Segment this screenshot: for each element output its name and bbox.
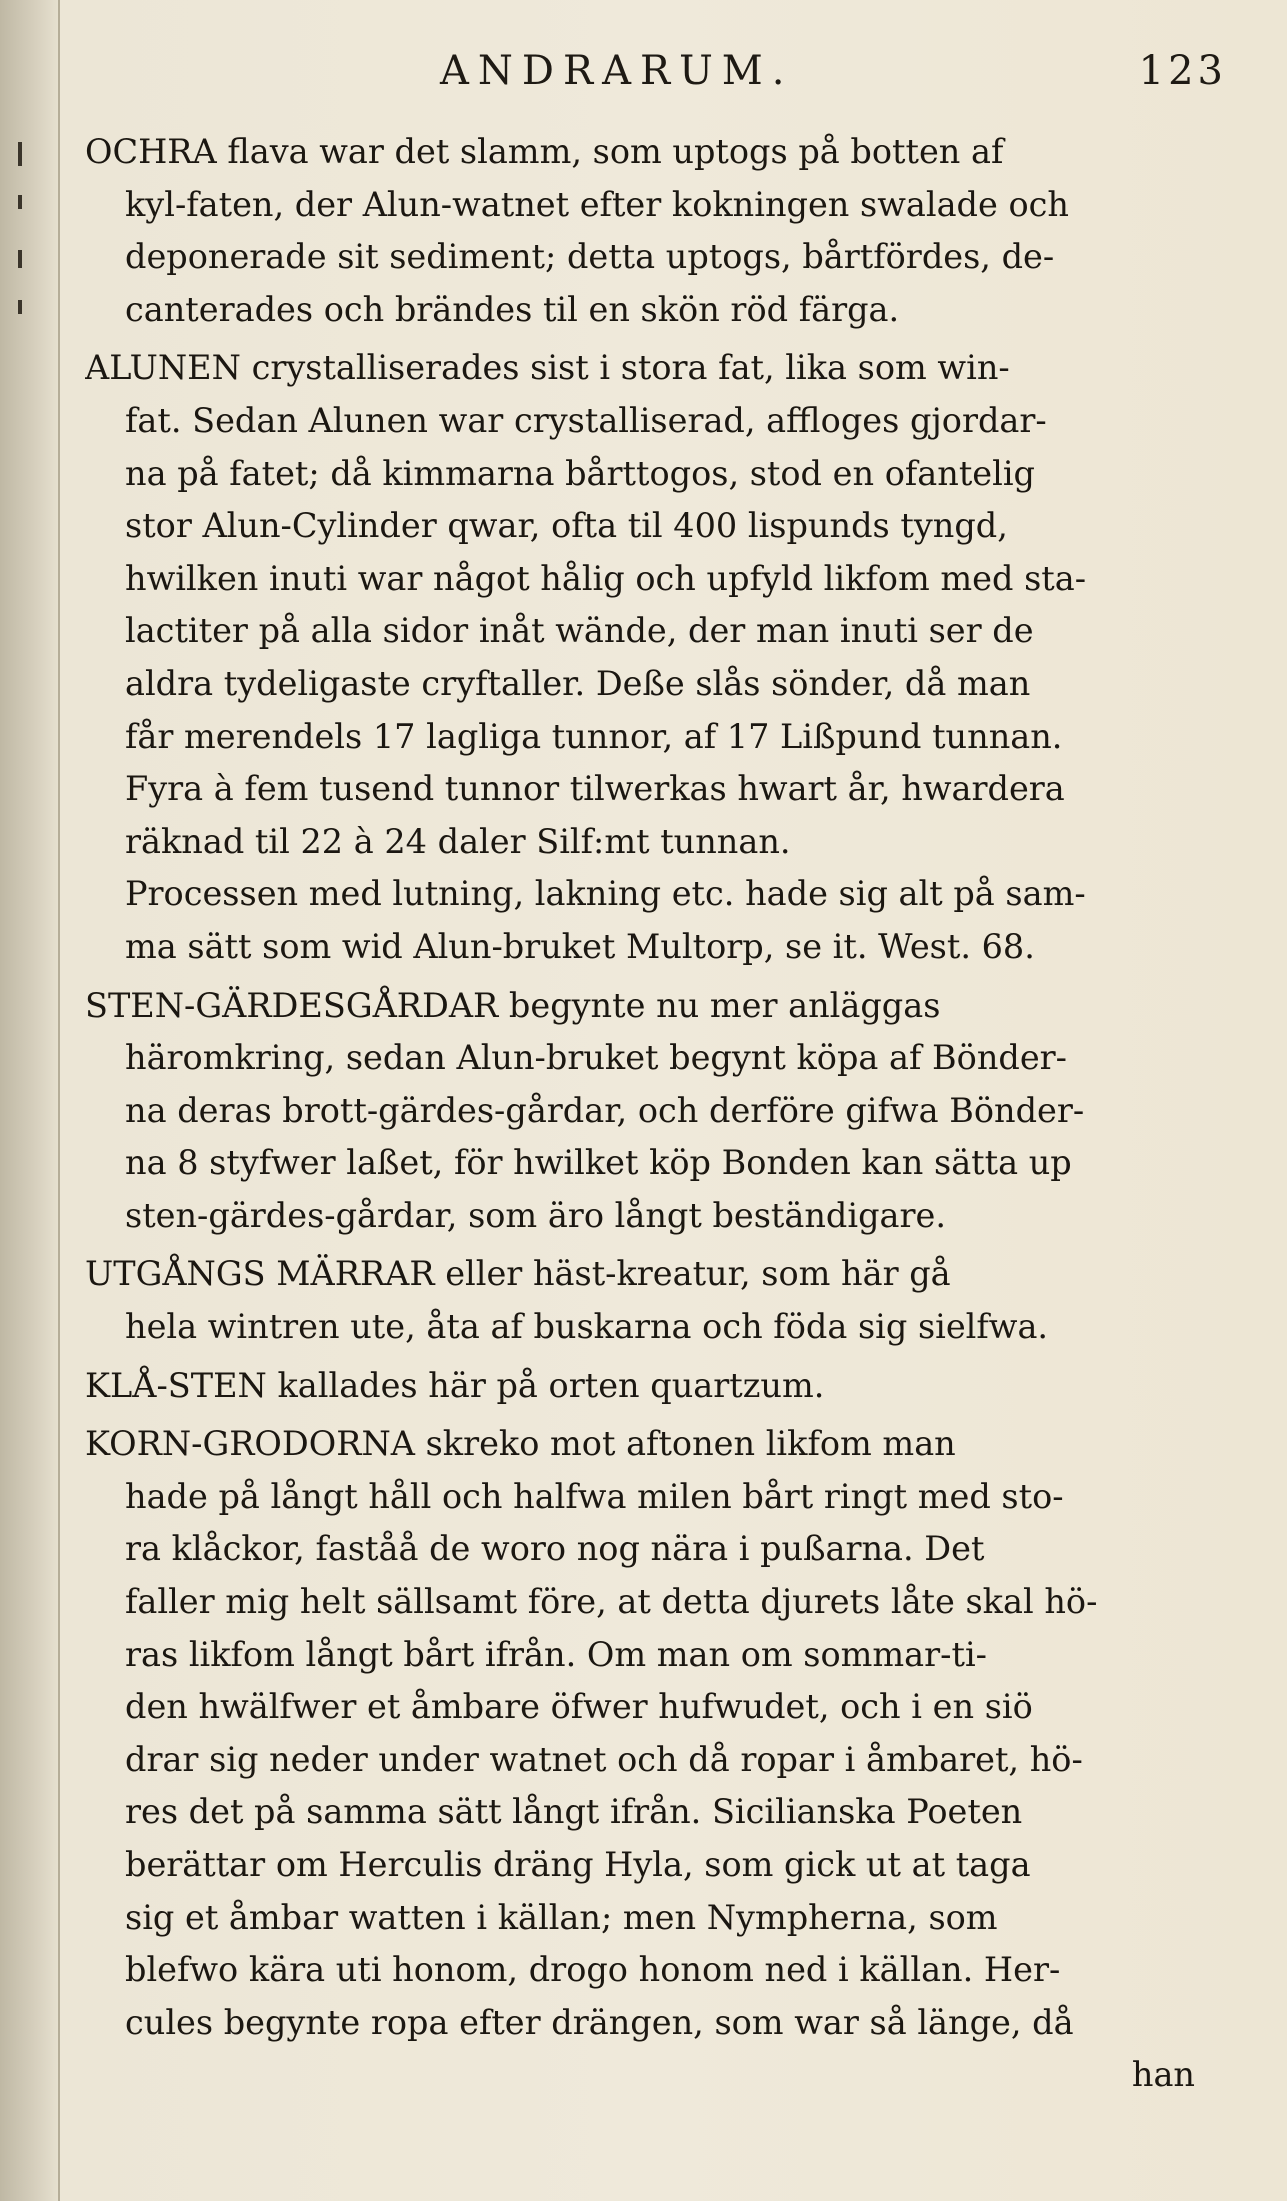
text-line: hwilken inuti war något hålig och upfyld likfom med sta- <box>125 558 1087 598</box>
text-line: sten-gärdes-gårdar, som äro långt beständigare. <box>125 1195 946 1235</box>
text-line: berättar om Herculis dräng Hyla, som gick ut at taga <box>125 1845 1031 1884</box>
text-line: STEN-GÄRDESGÅRDAR begynte nu mer anläggas <box>85 985 941 1025</box>
entry-alunen <box>85 342 1215 973</box>
page-number: 123 <box>1138 48 1227 94</box>
text-line: canterades och brändes til en skön röd färga. <box>125 289 900 329</box>
text-line: drar sig neder under watnet och då ropar i åmbaret, hö- <box>125 1739 1083 1779</box>
text-line: den hwälfwer et åmbare öfwer hufwudet, och i en siö <box>125 1687 1033 1727</box>
text-line: ALUNEN crystalliserades sist i stora fat, lika som win- <box>85 348 1010 388</box>
text-line: räknad til 22 à 24 daler Silf:mt tunnan. <box>125 821 791 861</box>
text-line: deponerade sit sediment; detta uptogs, bårtfördes, de- <box>125 237 1055 277</box>
gutter-mark <box>18 250 22 268</box>
text-line: hela wintren ute, åta af buskarna och föda sig sielfwa. <box>125 1307 1049 1347</box>
text-line: KORN-GRODORNA skreko mot aftonen likfom man <box>85 1424 956 1464</box>
text-line: UTGÅNGS MÄRRAR eller häst-kreatur, som här gå <box>85 1254 951 1294</box>
text-line: stor Alun-Cylinder qwar, ofta til 400 lispunds tyngd, <box>125 506 1008 546</box>
text-line: na 8 styfwer laßet, för hwilket köp Bonden kan sätta up <box>125 1143 1072 1183</box>
entry-sten-gardesgardar <box>85 980 1215 1243</box>
gutter-mark <box>18 300 22 314</box>
gutter-mark <box>18 142 22 166</box>
text-line: aldra tydeligaste cryftaller. Deße slås sönder, då man <box>125 663 1031 703</box>
page-gutter <box>0 0 60 2201</box>
text-line: OCHRA flava war det slamm, som uptogs på botten af <box>85 132 1004 171</box>
text-line: häromkring, sedan Alun-bruket begynt köpa af Bönder- <box>125 1038 1067 1078</box>
text-line: kyl-faten, der Alun-watnet efter kokningen swalade och <box>125 184 1069 224</box>
text-line: sig et åmbar watten i källan; men Nympherna, som <box>125 1897 998 1937</box>
text-line: hade på långt håll och halfwa milen bårt ringt med sto- <box>125 1476 1064 1516</box>
page-body <box>85 120 1215 2102</box>
text-line: res det på samma sätt långt ifrån. Sicilianska Poeten <box>125 1792 1023 1832</box>
running-title: ANDRARUM. <box>440 48 794 94</box>
text-line: Fyra à fem tusend tunnor tilwerkas hwart år, hwardera <box>125 769 1065 809</box>
text-line: ras likfom långt bårt ifrån. Om man om sommar-ti- <box>125 1634 987 1674</box>
text-line: ra klåckor, faståå de woro nog nära i pußarna. Det <box>125 1529 985 1569</box>
text-line: lactiter på alla sidor inåt wände, der man inuti ser de <box>125 611 1034 651</box>
text-line: faller mig helt sällsamt före, at detta djurets låte skal hö- <box>125 1582 1098 1622</box>
text-line: na deras brott-gärdes-gårdar, och derföre gifwa Bönder- <box>125 1090 1085 1130</box>
entry-ochra <box>85 126 1215 336</box>
text-line: na på fatet; då kimmarna bårttogos, stod en ofantelig <box>125 453 1035 493</box>
text-line: cules begynte ropa efter drängen, som war så länge, då <box>125 2002 1074 2042</box>
catchword: han <box>1131 2055 1195 2095</box>
entry-utgangs-marrar <box>85 1248 1215 1353</box>
text-line: fat. Sedan Alunen war crystalliserad, affloges gjordar- <box>125 400 1047 440</box>
entry-kla-sten <box>85 1360 1215 1413</box>
text-line: blefwo kära uti honom, drogo honom ned i källan. Her- <box>125 1950 1061 1990</box>
text-line: får merendels 17 lagliga tunnor, af 17 Lißpund tunnan. <box>125 716 1063 756</box>
gutter-mark <box>18 195 22 209</box>
page-header <box>440 48 1227 108</box>
text-line: KLÅ-STEN kallades här på orten quartzum. <box>85 1365 825 1405</box>
text-line: Processen med lutning, lakning etc. hade sig alt på sam- <box>125 874 1086 914</box>
entry-korn-grodorna <box>85 1418 1215 2049</box>
text-line: ma sätt som wid Alun-bruket Multorp, se it. West. 68. <box>125 926 1035 966</box>
